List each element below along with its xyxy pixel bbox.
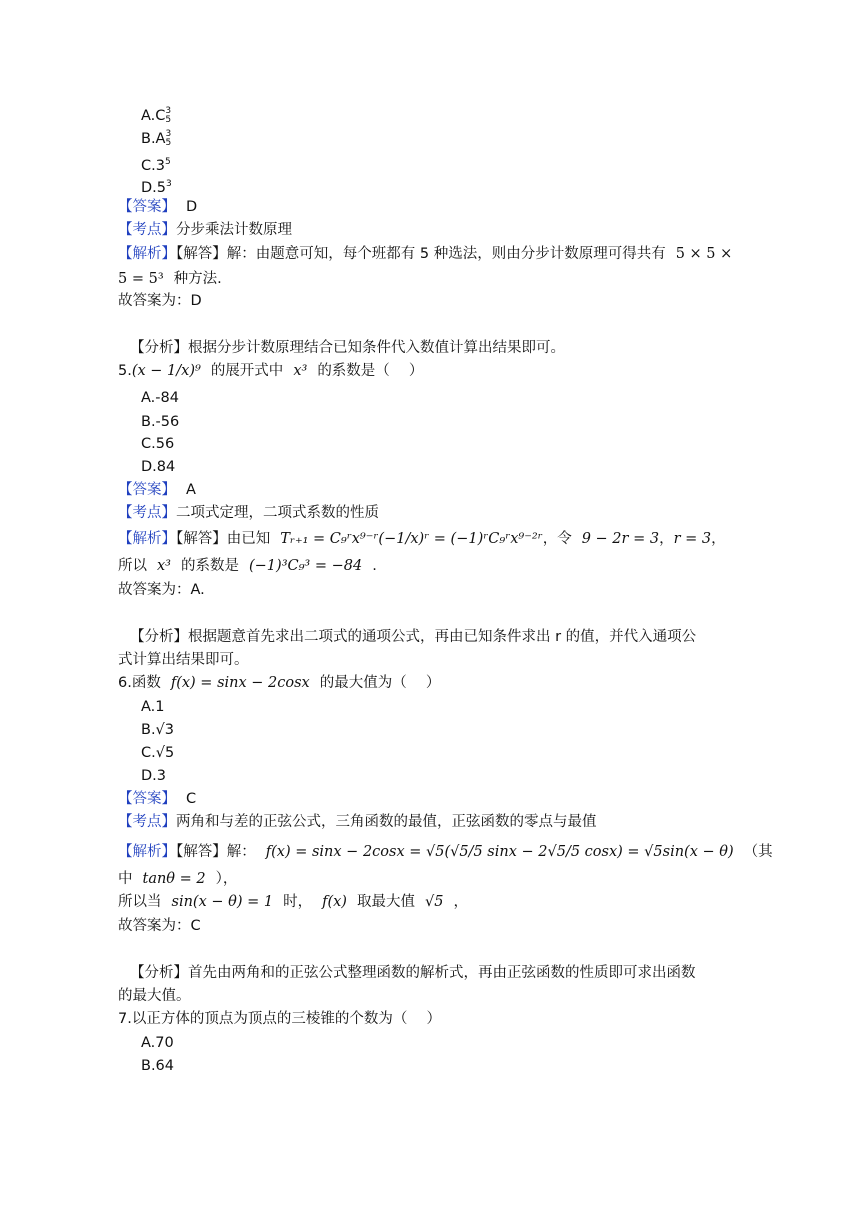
- math-expression: tanθ = 2: [142, 871, 206, 887]
- option-label: B.A: [141, 131, 166, 147]
- math-expression: (−1)³C₉³ = −84: [249, 558, 363, 574]
- math-expression: 5 × 5 ×: [675, 246, 733, 262]
- exponent: 5: [164, 157, 171, 167]
- stem-text: 的系数是（ ）: [317, 363, 424, 379]
- math-expression: 5 = 5³: [118, 271, 164, 287]
- math-expression: r = 3: [673, 531, 712, 547]
- superscript-subscript: 3 5: [165, 129, 172, 148]
- q5-option-c: C.56: [141, 436, 175, 452]
- q5-jiexi-line2: 所以 x³ 的系数是 (−1)³C₉³ = −84 .: [118, 558, 377, 574]
- q4-jiexi-line2: [118, 270, 222, 288]
- math-expression: (x − 1/x)⁹: [131, 363, 201, 379]
- jiexi-tag: 【解析】: [118, 844, 176, 860]
- kaodian-tag: 【考点】: [118, 222, 176, 238]
- question-number: 5.: [118, 363, 132, 379]
- q6-jiexi-line2: 中 tanθ = 2 ），: [118, 871, 238, 887]
- jiexi-text: 中: [118, 871, 133, 887]
- answer-tag: 【答案】: [118, 482, 176, 498]
- answer-tag: 【答案】: [118, 791, 176, 807]
- jiexi-text: 的系数是: [181, 558, 239, 574]
- answer-value: D: [186, 199, 198, 215]
- math-expression: f(x): [322, 894, 347, 910]
- answer-value: A: [186, 482, 196, 498]
- stem-text: 的最大值为（ ）: [319, 675, 441, 691]
- q6-fenxi-line1: 【分析】首先由两角和的正弦公式整理函数的解析式，再由正弦函数的性质即可求出函数: [130, 965, 696, 981]
- jiexi-text: 所以当: [118, 894, 162, 910]
- answer-tag: 【答案】: [118, 199, 176, 215]
- q7-option-b: B.64: [141, 1058, 175, 1074]
- q4-option-c: [141, 153, 171, 175]
- jiexi-tag: 【解析】: [118, 531, 176, 547]
- math-expression: √5: [424, 894, 444, 910]
- superscript-subscript: 3 5: [165, 106, 172, 125]
- kaodian-tag: 【考点】: [118, 814, 176, 830]
- jiexi-text: （其: [743, 844, 773, 860]
- jiexi-text: 【解答】由已知: [176, 531, 271, 547]
- q6-answer: [118, 790, 196, 808]
- q4-option-a: [141, 107, 171, 125]
- kaodian-text: 二项式定理，二项式系数的性质: [176, 505, 379, 521]
- answer-value: C: [186, 791, 197, 807]
- q7-option-a: A.70: [141, 1035, 174, 1051]
- math-expression: f(x) = sinx − 2cosx = √5(√5/5 sinx − 2√5/5 cosx) = √5sin(x − θ): [265, 844, 734, 860]
- option-label: A.C: [141, 108, 166, 124]
- exponent: 3: [166, 179, 172, 189]
- kaodian-tag: 【考点】: [118, 505, 176, 521]
- q5-option-b: B.-56: [141, 414, 180, 430]
- q6-final: 故答案为：C: [118, 918, 201, 934]
- q4-final: 故答案为：D: [118, 293, 202, 309]
- q6-option-d: D.3: [141, 768, 166, 784]
- q4-option-d: [141, 175, 172, 197]
- q5-jiexi-line1: 【解析】【解答】由已知 Tᵣ₊₁ = C₉ʳx⁹⁻ʳ(−1/x)ʳ = (−1)ʳC₉ʳx⁹⁻²ʳ，令 9 − 2r = 3，r = 3，: [118, 531, 726, 547]
- q4-fenxi: 【分析】根据分步计数原理结合已知条件代入数值计算出结果即可。: [130, 340, 565, 356]
- q6-jiexi-line3: 所以当 sin(x − θ) = 1 时， f(x) 取最大值 √5 ，: [118, 894, 468, 910]
- q6-option-b: B.√3: [141, 722, 175, 738]
- q6-option-a: A.1: [141, 699, 165, 715]
- q6-stem: [118, 674, 440, 692]
- q6-kaodian: [118, 813, 597, 831]
- kaodian-text: 分步乘法计数原理: [176, 222, 292, 238]
- q4-answer: [118, 198, 197, 216]
- math-expression: x³: [293, 363, 308, 379]
- q4-jiexi-line1: [118, 245, 732, 263]
- q5-fenxi-line2: 式计算出结果即可。: [118, 652, 249, 668]
- math-expression: Tᵣ₊₁ = C₉ʳx⁹⁻ʳ(−1/x)ʳ = (−1)ʳC₉ʳx⁹⁻²ʳ: [280, 531, 543, 547]
- math-expression: 9 − 2r = 3: [581, 531, 660, 547]
- jiexi-text: 所以: [118, 558, 147, 574]
- jiexi-text: 【解答】解：由题意可知，每个班都有 5 种选法，则由分步计数原理可得共有: [176, 246, 666, 262]
- jiexi-text: ，令: [542, 531, 572, 547]
- q6-jiexi-line1: [118, 843, 773, 861]
- q4-kaodian: [118, 221, 292, 239]
- option-label: C.3: [141, 157, 165, 174]
- q5-option-d: D.84: [141, 459, 176, 475]
- q5-option-a: A.-84: [141, 390, 179, 406]
- q5-answer: [118, 481, 196, 499]
- kaodian-text: 两角和与差的正弦公式，三角函数的最值，正弦函数的零点与最值: [176, 814, 597, 830]
- option-label: D.5: [141, 179, 166, 196]
- q4-option-b: [141, 130, 171, 148]
- q7-stem: 7.以正方体的顶点为顶点的三棱锥的个数为（ ）: [118, 1011, 441, 1027]
- jiexi-text: 种方法.: [173, 271, 222, 287]
- q5-kaodian: [118, 504, 379, 522]
- q5-fenxi-line1: 【分析】根据题意首先求出二项式的通项公式，再由已知条件求出 r 的值，并代入通项公: [130, 629, 697, 645]
- question-number: 6.函数: [118, 675, 161, 691]
- math-expression: x³: [157, 558, 171, 574]
- q6-fenxi-line2: 的最大值。: [118, 988, 191, 1004]
- q5-final: 故答案为：A.: [118, 582, 205, 598]
- q6-option-c: C.√5: [141, 745, 175, 761]
- jiexi-text: 【解答】解：: [176, 844, 256, 860]
- math-expression: f(x) = sinx − 2cosx: [170, 675, 310, 691]
- stem-text: 的展开式中: [210, 363, 284, 379]
- jiexi-tag: 【解析】: [118, 246, 176, 262]
- math-expression: sin(x − θ) = 1: [171, 894, 274, 910]
- q5-stem: [118, 362, 423, 380]
